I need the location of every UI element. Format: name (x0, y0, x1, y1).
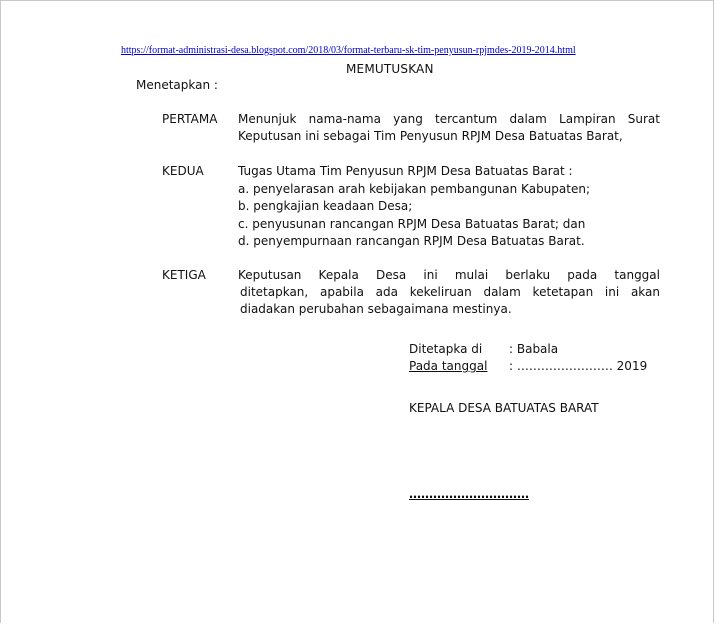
kedua-item-a: a. penyelarasan arah kebijakan pembangunan Kabupaten; (238, 181, 590, 196)
date-line (409, 359, 654, 373)
kedua-label: KEDUA (162, 164, 204, 178)
pertama-line-2: Keputusan ini sebagai Tim Penyusun RPJM Desa Batuatas Barat, (238, 129, 623, 143)
source-link[interactable]: https://format-administrasi-desa.blogspot.com/2018/03/format-terbaru-sk-tim-penyusun-rpjmdes-2019-2014.html (121, 45, 576, 56)
kedua-item-b: b. pengkajian keadaan Desa; (238, 199, 413, 213)
signatory-name-placeholder: ………………………… (409, 487, 529, 501)
menetapkan-label: Menetapkan : (136, 78, 218, 92)
pertama-line-1: Menunjuk nama-nama yang tercantum dalam Lampiran Surat (238, 112, 660, 126)
ketiga-text (238, 267, 660, 318)
place-value: : Babala (509, 342, 559, 356)
ketiga-line-2: ditetapkan, apabila ada kekeliruan dalam ketetapan ini akan (240, 285, 660, 299)
pertama-text (238, 111, 660, 145)
decision-heading: MEMUTUSKAN (346, 62, 434, 76)
kedua-intro: Tugas Utama Tim Penyusun RPJM Desa Batuatas Barat : (238, 164, 573, 178)
kedua-item-c: c. penyusunan rancangan RPJM Desa Batuatas Barat; dan (238, 216, 586, 231)
ketiga-label: KETIGA (162, 268, 206, 282)
signatory-title: KEPALA DESA BATUATAS BARAT (409, 401, 599, 415)
date-value: : …………………… 2019 (509, 359, 648, 373)
ketiga-line-1: Keputusan Kepala Desa ini mulai berlaku pada tanggal (238, 268, 660, 282)
date-label: Pada tanggal (409, 359, 488, 373)
kedua-list (238, 163, 590, 251)
ketiga-line-3: diadakan perubahan sebagaimana mestinya. (240, 302, 512, 316)
kedua-item-d: d. penyempurnaan rancangan RPJM Desa Batuatas Barat. (238, 234, 585, 248)
place-label: Ditetapka di (409, 342, 483, 356)
pertama-label: PERTAMA (162, 112, 218, 126)
